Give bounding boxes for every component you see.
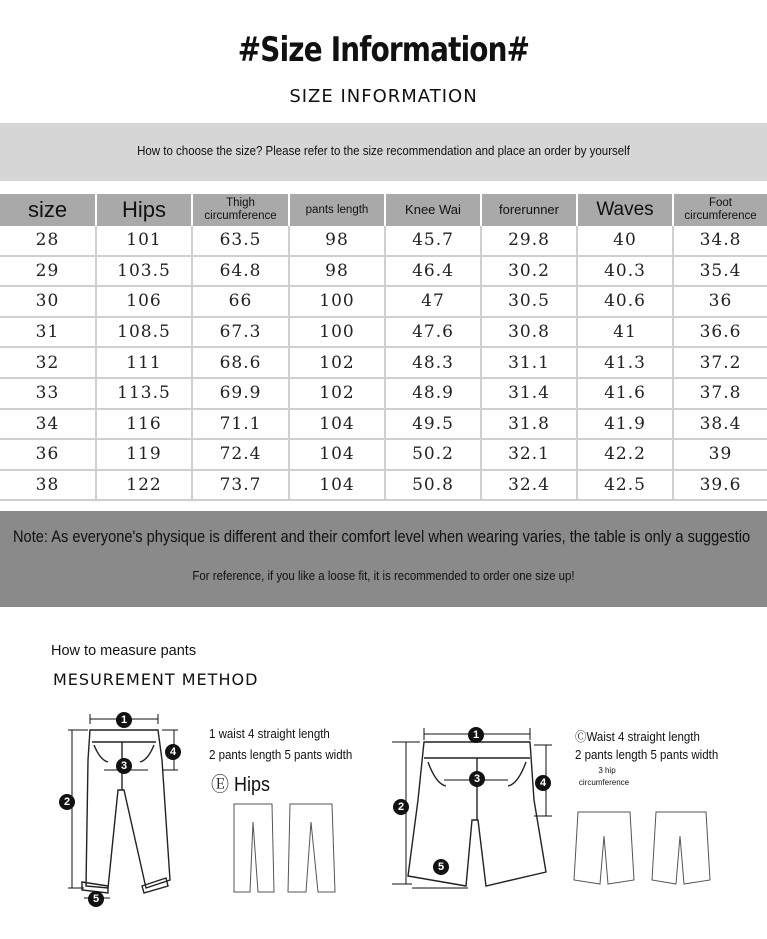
shorts-outline	[408, 742, 546, 886]
right-legend-hip: 3 hip	[598, 766, 616, 775]
table-cell: 48.9	[385, 378, 481, 409]
measure-marker-3: 3	[116, 758, 132, 774]
table-cell: 50.2	[385, 439, 481, 470]
table-cell: 106	[96, 286, 192, 317]
measure-marker-2: 2	[393, 799, 409, 815]
table-cell: 102	[289, 347, 385, 378]
table-cell: 104	[289, 409, 385, 440]
table-cell: 104	[289, 470, 385, 501]
table-row	[0, 409, 767, 440]
table-cell: 41.9	[577, 409, 673, 440]
table-cell: 72.4	[192, 439, 289, 470]
table-row	[0, 378, 767, 409]
shorts-front-sketch	[574, 812, 634, 884]
table-cell: 47	[385, 286, 481, 317]
measure-marker-5: 5	[88, 891, 104, 907]
guide-text: How to choose the size? Please refer to the size recommendation and place an order by yourself	[137, 144, 630, 158]
table-cell: 30.8	[481, 317, 577, 348]
table-cell: 45.7	[385, 226, 481, 256]
long-pants-back-sketch	[288, 804, 335, 892]
table-cell: 50.8	[385, 470, 481, 501]
table-cell: 33	[0, 378, 96, 409]
table-cell: 31.8	[481, 409, 577, 440]
table-cell: 29.8	[481, 226, 577, 256]
table-cell: 46.4	[385, 256, 481, 287]
table-cell: 98	[289, 256, 385, 287]
column-header: Foot circumference	[673, 194, 767, 226]
table-row	[0, 286, 767, 317]
measure-marker-3: 3	[469, 771, 485, 787]
column-header: size	[0, 194, 96, 226]
right-legend-line2: 2 pants length 5 pants width	[575, 748, 719, 762]
table-row	[0, 470, 767, 501]
table-cell: 113.5	[96, 378, 192, 409]
left-legend-line1: 1 waist 4 straight length	[209, 727, 330, 741]
table-row	[0, 439, 767, 470]
table-cell: 31.1	[481, 347, 577, 378]
long-pants-front-sketch	[234, 804, 274, 892]
table-cell: 36	[673, 286, 767, 317]
measure-marker-2: 2	[59, 794, 75, 810]
note-text: Note: As everyone's physique is different and their comfort level when wearing varies, the table is only a suggestio	[13, 527, 751, 546]
table-cell: 37.8	[673, 378, 767, 409]
table-cell: 68.6	[192, 347, 289, 378]
column-header: Waves	[577, 194, 673, 226]
table-cell: 42.5	[577, 470, 673, 501]
table-cell: 100	[289, 286, 385, 317]
table-cell: 30	[0, 286, 96, 317]
table-cell: 38	[0, 470, 96, 501]
table-cell: 40.6	[577, 286, 673, 317]
table-cell: 40	[577, 226, 673, 256]
table-cell: 34	[0, 409, 96, 440]
table-cell: 29	[0, 256, 96, 287]
table-cell: 38.4	[673, 409, 767, 440]
table-header-row	[0, 194, 767, 226]
page-subtitle: SIZE INFORMATION	[289, 86, 478, 107]
table-cell: 40.3	[577, 256, 673, 287]
left-legend-line2: 2 pants length 5 pants width	[209, 748, 353, 762]
table-cell: 42.2	[577, 439, 673, 470]
column-header: Thigh circumference	[192, 194, 289, 226]
table-cell: 101	[96, 226, 192, 256]
column-header: forerunner	[481, 194, 577, 226]
table-cell: 48.3	[385, 347, 481, 378]
table-cell: 49.5	[385, 409, 481, 440]
column-header: Hips	[96, 194, 192, 226]
table-cell: 111	[96, 347, 192, 378]
table-row	[0, 347, 767, 378]
table-cell: 98	[289, 226, 385, 256]
note-subtext: For reference, if you like a loose fit, it is recommended to order one size up!	[192, 568, 575, 583]
table-cell: 32.1	[481, 439, 577, 470]
measure-marker-5: 5	[433, 859, 449, 875]
table-cell: 66	[192, 286, 289, 317]
table-cell: 122	[96, 470, 192, 501]
measure-marker-4: 4	[535, 775, 551, 791]
table-cell: 32	[0, 347, 96, 378]
column-header: pants length	[289, 194, 385, 226]
shorts-back-sketch	[652, 812, 710, 884]
table-cell: 31.4	[481, 378, 577, 409]
table-cell: 71.1	[192, 409, 289, 440]
table-cell: 41.6	[577, 378, 673, 409]
right-legend-circumference: circumference	[578, 778, 630, 787]
table-cell: 73.7	[192, 470, 289, 501]
measure-marker-4: 4	[165, 744, 181, 760]
table-row	[0, 226, 767, 256]
table-cell: 108.5	[96, 317, 192, 348]
table-cell: 116	[96, 409, 192, 440]
column-header: Knee Wai	[385, 194, 481, 226]
table-cell: 32.4	[481, 470, 577, 501]
measure-method-title: MESUREMENT METHOD	[53, 670, 259, 689]
table-cell: 30.2	[481, 256, 577, 287]
guide-banner	[0, 123, 767, 181]
table-cell: 39	[673, 439, 767, 470]
table-cell: 36	[0, 439, 96, 470]
table-cell: 100	[289, 317, 385, 348]
table-cell: 47.6	[385, 317, 481, 348]
table-row	[0, 317, 767, 348]
table-cell: 36.6	[673, 317, 767, 348]
size-table	[0, 194, 767, 501]
table-cell: 35.4	[673, 256, 767, 287]
table-cell: 102	[289, 378, 385, 409]
table-cell: 103.5	[96, 256, 192, 287]
measure-marker-1: 1	[468, 727, 484, 743]
table-cell: 41	[577, 317, 673, 348]
right-legend-line1: ⒸWaist 4 straight length	[575, 730, 700, 744]
table-cell: 39.6	[673, 470, 767, 501]
table-cell: 37.2	[673, 347, 767, 378]
table-cell: 28	[0, 226, 96, 256]
note-banner	[0, 511, 767, 607]
table-cell: 67.3	[192, 317, 289, 348]
table-cell: 119	[96, 439, 192, 470]
table-cell: 41.3	[577, 347, 673, 378]
page-title: #Size Information#	[237, 30, 530, 70]
table-cell: 69.9	[192, 378, 289, 409]
table-cell: 63.5	[192, 226, 289, 256]
table-cell: 30.5	[481, 286, 577, 317]
table-cell: 104	[289, 439, 385, 470]
measure-heading: How to measure pants	[51, 643, 197, 659]
table-cell: 64.8	[192, 256, 289, 287]
table-cell: 31	[0, 317, 96, 348]
long-pants-outline	[86, 730, 170, 888]
table-row	[0, 256, 767, 287]
table-cell: 34.8	[673, 226, 767, 256]
left-legend-hips: Ⓔ Hips	[211, 774, 271, 796]
measure-marker-1: 1	[116, 712, 132, 728]
